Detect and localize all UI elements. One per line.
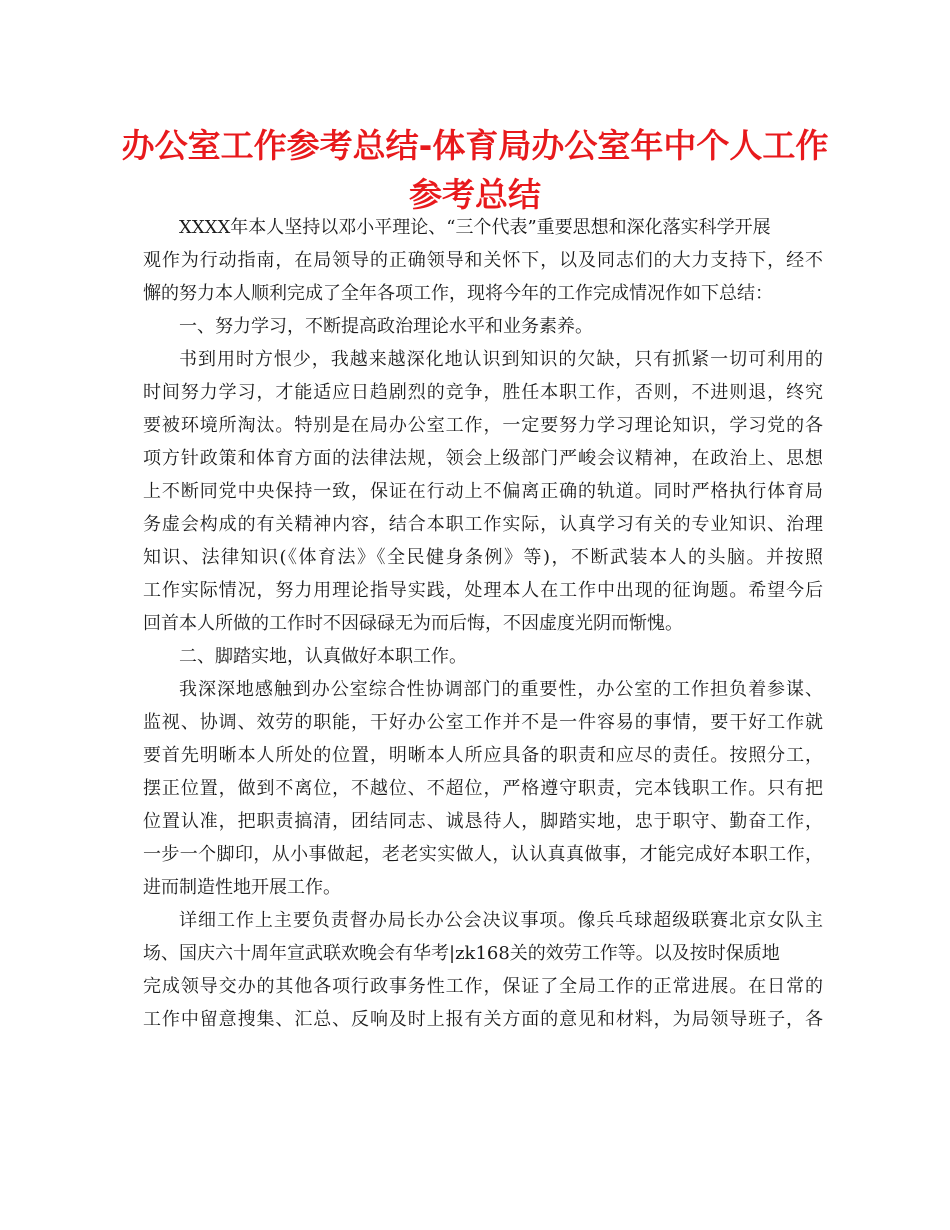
body-text-line: 知识、法律知识(《体育法》《全民健身条例》等)，不断武装本人的头脑。并按照 bbox=[143, 547, 823, 568]
body-text-line: 观作为行动指南，在局领导的正确领导和关怀下，以及同志们的大力支持下，经不 bbox=[143, 250, 823, 271]
document-title-line-1: 办公室工作参考总结-体育局办公室年中个人工作 bbox=[121, 126, 829, 165]
body-text-line: 要首先明晰本人所处的位置，明晰本人所应具备的职责和应尽的责任。按照分工， bbox=[143, 745, 823, 766]
body-text-line: 务虚会构成的有关精神内容，结合本职工作实际，认真学习有关的专业知识、治理 bbox=[143, 514, 823, 535]
document-title-line-2: 参考总结 bbox=[409, 175, 541, 214]
body-text-line: 我深深地感触到办公室综合性协调部门的重要性，办公室的工作担负着参谋、 bbox=[179, 679, 823, 700]
body-text-line: 上不断同党中央保持一致，保证在行动上不偏离正确的轨道。同时严格执行体育局 bbox=[143, 481, 823, 502]
body-text-line: 二、脚踏实地，认真做好本职工作。 bbox=[179, 646, 467, 667]
body-text-line: 项方针政策和体育方面的法律法规，领会上级部门严峻会议精神，在政治上、思想 bbox=[143, 448, 823, 469]
body-text-line: 时间努力学习，才能适应日趋剧烈的竞争，胜任本职工作，否则，不进则退，终究 bbox=[143, 382, 823, 403]
body-text-line: 进而制造性地开展工作。 bbox=[143, 877, 341, 898]
body-text-line: 书到用时方恨少，我越来越深化地认识到知识的欠缺，只有抓紧一切可利用的 bbox=[179, 349, 823, 370]
body-text-line: 工作实际情况，努力用理论指导实践，处理本人在工作中出现的征询题。希望今后 bbox=[143, 580, 823, 601]
body-text-line: 摆正位置，做到不离位，不越位、不超位，严格遵守职责，完本钱职工作。只有把 bbox=[143, 778, 823, 799]
body-text-line: 场、国庆六十周年宣武联欢晚会有华考|zk168关的效劳工作等。以及按时保质地 bbox=[143, 943, 780, 964]
body-text-line: 懈的努力本人顺利完成了全年各项工作，现将今年的工作完成情况作如下总结： bbox=[143, 283, 773, 304]
body-text-line: 要被环境所淘汰。特别是在局办公室工作，一定要努力学习理论知识，学习党的各 bbox=[143, 415, 823, 436]
body-text-line: 一、努力学习，不断提高政治理论水平和业务素养。 bbox=[179, 316, 593, 337]
body-text-line: 回首本人所做的工作时不因碌碌无为而后悔，不因虚度光阴而惭愧。 bbox=[143, 613, 683, 634]
body-text-line: 监视、协调、效劳的职能，干好办公室工作并不是一件容易的事情，要干好工作就 bbox=[143, 712, 823, 733]
body-text-line: 位置认准，把职责搞清，团结同志、诚恳待人，脚踏实地，忠于职守、勤奋工作， bbox=[143, 811, 823, 832]
body-text-line: 详细工作上主要负责督办局长办公会决议事项。像兵乓球超级联赛北京女队主 bbox=[179, 910, 823, 931]
body-text-line: 完成领导交办的其他各项行政事务性工作，保证了全局工作的正常进展。在日常的 bbox=[143, 976, 823, 997]
body-text-line: XXXX年本人坚持以邓小平理论、“三个代表”重要思想和深化落实科学开展 bbox=[179, 217, 771, 238]
body-text-line: 一步一个脚印，从小事做起，老老实实做人，认认真真做事，才能完成好本职工作， bbox=[143, 844, 823, 865]
body-text-line: 工作中留意搜集、汇总、反响及时上报有关方面的意见和材料，为局领导班子，各 bbox=[143, 1009, 823, 1030]
